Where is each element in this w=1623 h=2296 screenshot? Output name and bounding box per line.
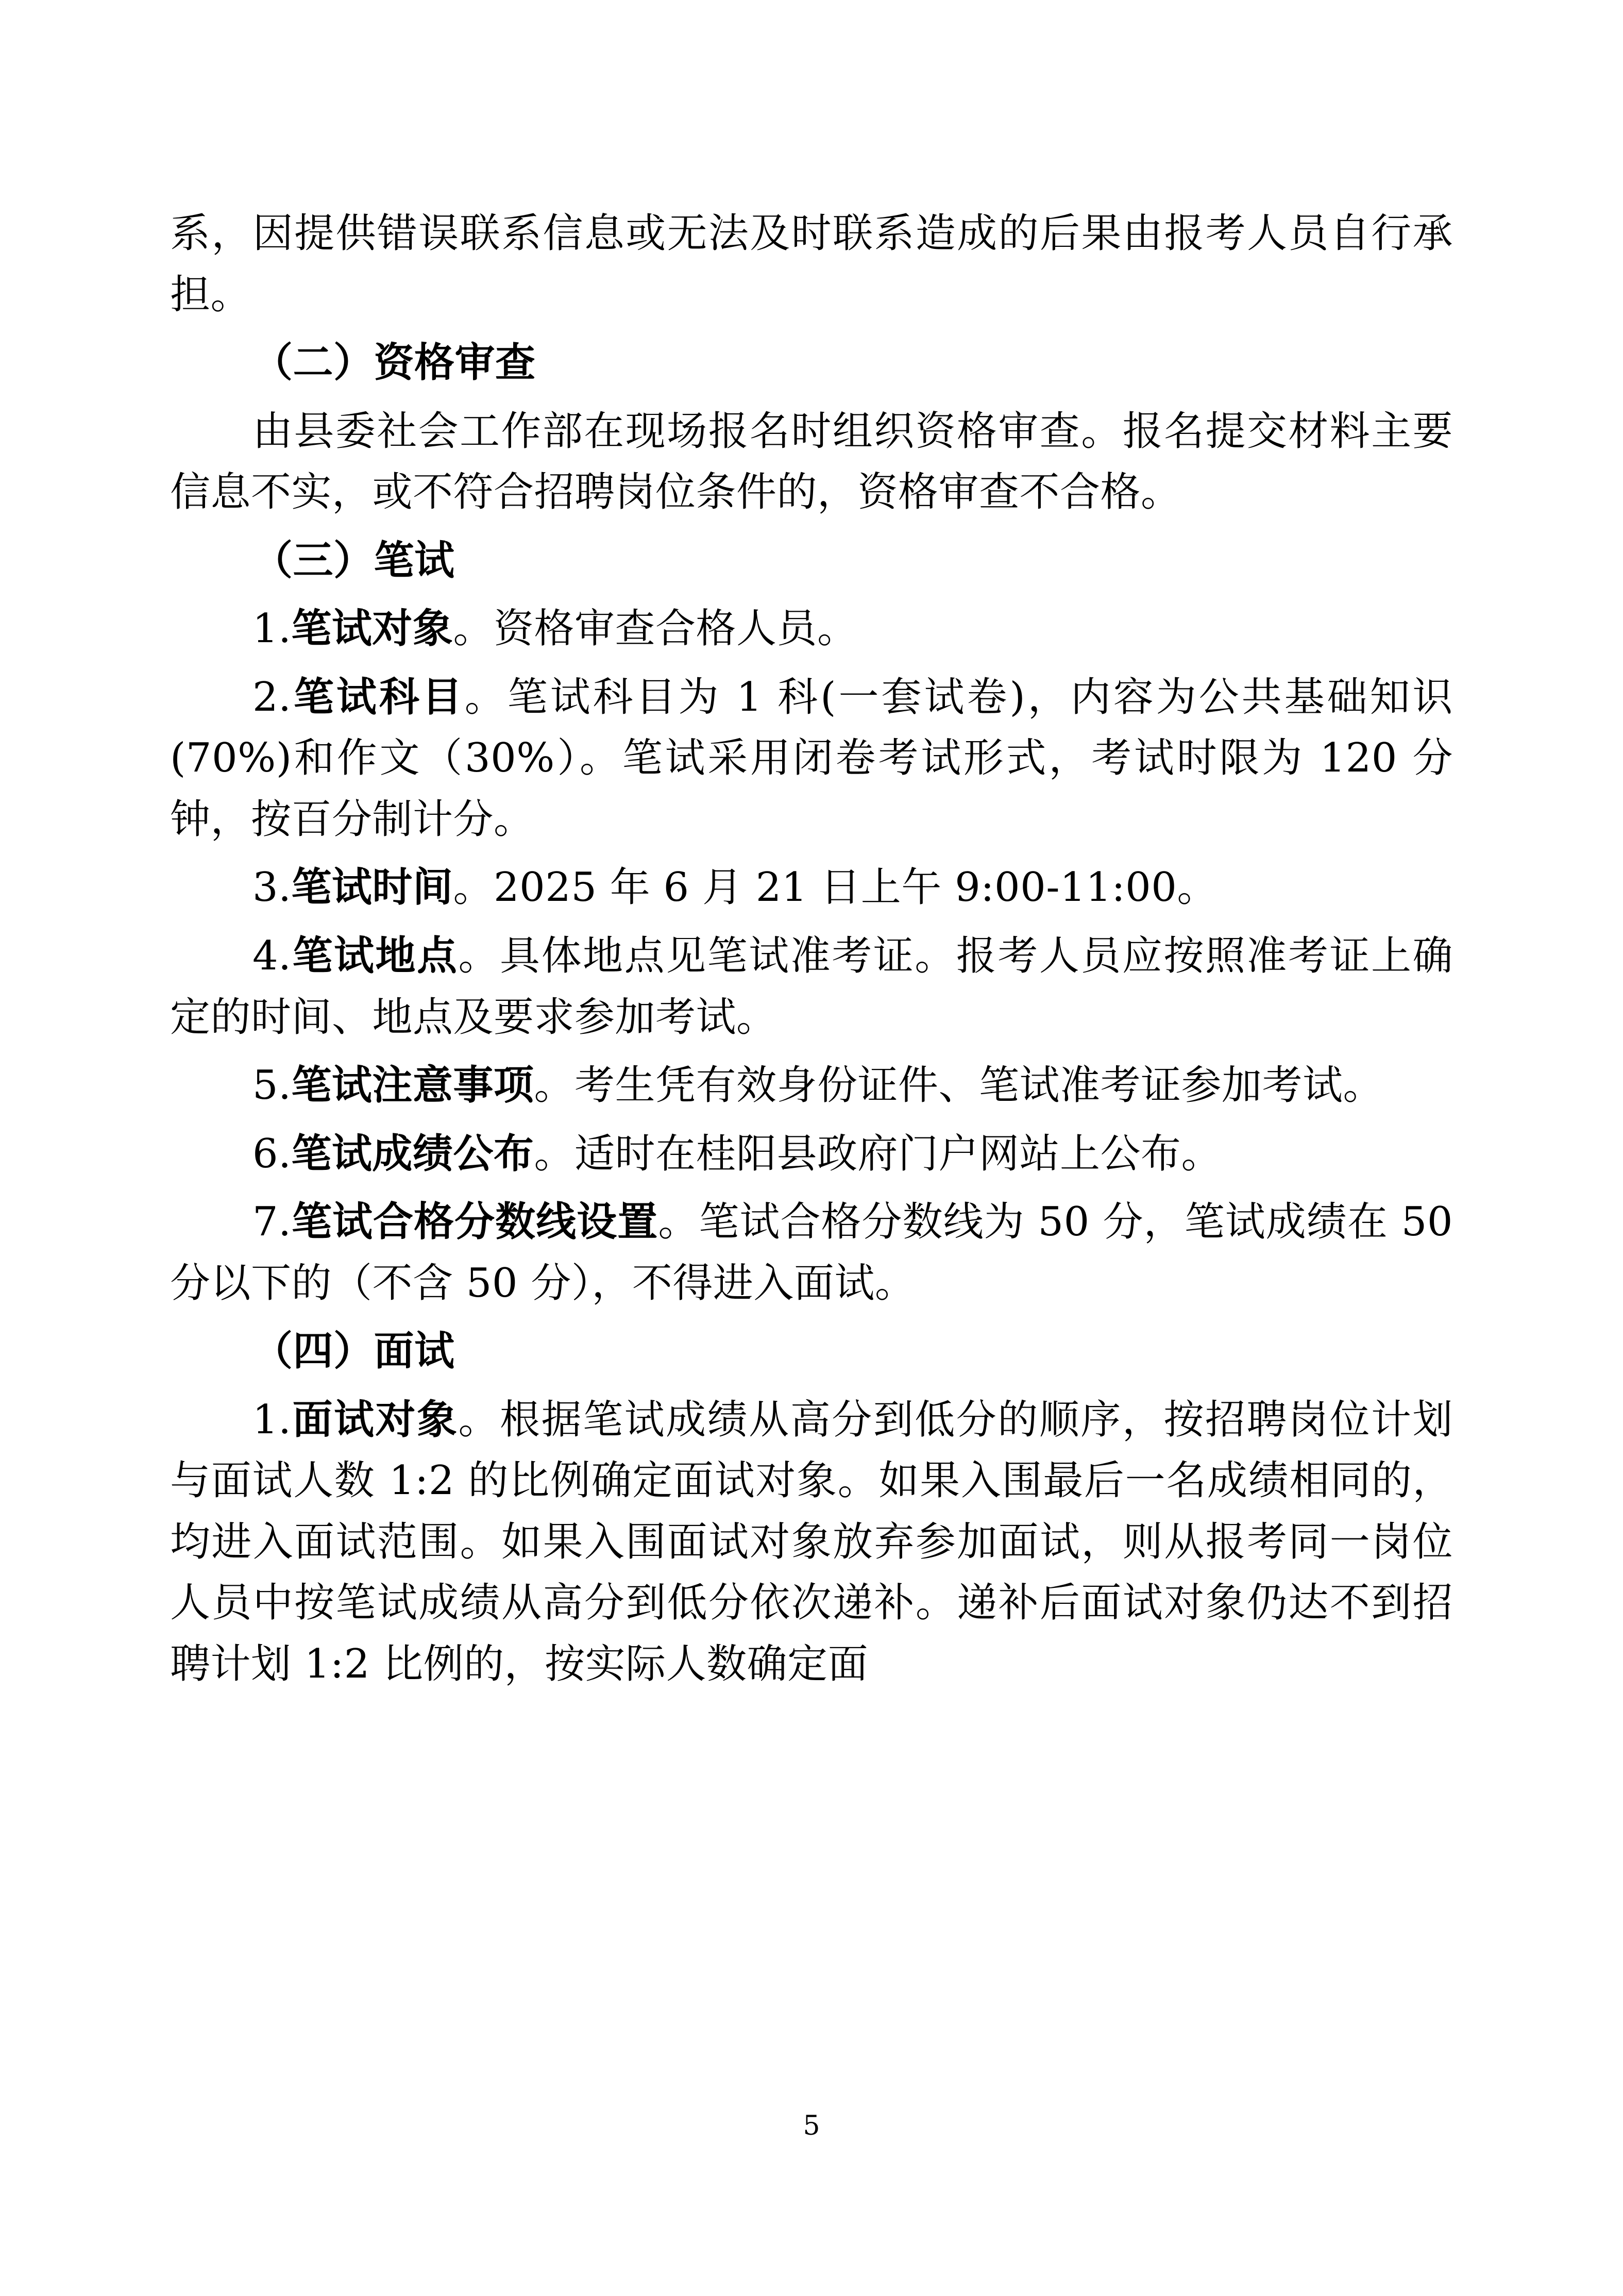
heading-section-3 xyxy=(170,530,1453,592)
text-run: （四）面试 xyxy=(252,1328,455,1375)
text-run: 3. xyxy=(252,864,292,911)
text-run: 5. xyxy=(252,1062,292,1109)
paragraph-written-exam-subjects xyxy=(170,667,1453,850)
text-run: 。笔试合格分数线为 50 分，笔试成绩在 50 分以下的（不含 50 分），不得进入面试。 xyxy=(170,1199,1453,1306)
paragraph-written-exam-time xyxy=(170,857,1453,918)
text-run: 4. xyxy=(252,933,292,980)
text-run: 1. xyxy=(252,1396,292,1443)
paragraph-continued xyxy=(170,203,1453,325)
text-run: 。2025 年 6 月 21 日上午 9:00-11:00。 xyxy=(453,864,1218,911)
text-run: 。具体地点见笔试准考证。报考人员应按照准考证上确定的时间、地点及要求参加考试。 xyxy=(170,933,1453,1041)
text-run: 笔试成绩公布 xyxy=(291,1130,534,1177)
text-run: 1. xyxy=(252,606,292,652)
paragraph-written-exam-candidates xyxy=(170,598,1453,660)
paragraph-written-exam-passing-score xyxy=(170,1192,1453,1314)
text-run: 笔试合格分数线设置 xyxy=(291,1198,658,1246)
text-run: 2. xyxy=(252,674,292,720)
paragraph-qualification-review xyxy=(170,401,1453,523)
text-run: 6. xyxy=(252,1130,292,1177)
text-run: 笔试时间 xyxy=(291,864,453,911)
text-run: （三）笔试 xyxy=(252,537,455,584)
text-run: 笔试地点 xyxy=(291,932,459,980)
paragraph-interview-candidates xyxy=(170,1389,1453,1695)
text-run: 。笔试科目为 1 科(一套试卷)，内容为公共基础知识(70%)和作文（30%）。笔试采用闭卷考试形式，考试时限为 120 分钟，按百分制计分。 xyxy=(170,674,1453,843)
text-run: 笔试注意事项 xyxy=(291,1062,534,1109)
text-run: 系，因提供错误联系信息或无法及时联系造成的后果由报考人员自行承担。 xyxy=(170,210,1453,318)
paragraph-written-exam-notes xyxy=(170,1055,1453,1116)
text-run: 。适时在桂阳县政府门户网站上公布。 xyxy=(534,1130,1222,1177)
heading-section-2 xyxy=(170,332,1453,394)
text-run: 。资格审查合格人员。 xyxy=(453,606,858,652)
page-number: 5 xyxy=(803,2110,820,2141)
page-body xyxy=(170,196,1453,1695)
heading-section-4 xyxy=(170,1321,1453,1382)
text-run: （二）资格审查 xyxy=(252,339,536,387)
text-run: 面试对象 xyxy=(291,1396,459,1443)
text-run: 。考生凭有效身份证件、笔试准考证参加考试。 xyxy=(534,1062,1383,1109)
text-run: 笔试对象 xyxy=(291,605,453,652)
text-run: 笔试科目 xyxy=(291,673,465,720)
text-run: 。根据笔试成绩从高分到低分的顺序，按招聘岗位计划与面试人数 1:2 的比例确定面试对象。如果入围最后一名成绩相同的，均进入面试范围。如果入围面试对象放弃参加面试，则从报考同一岗位人员中按笔试成绩从高分到低分依次递补。递补后面试对象仍达不到招聘计划 1:2 比例的，按实际人数确定面 xyxy=(170,1396,1453,1688)
paragraph-written-exam-results xyxy=(170,1124,1453,1185)
paragraph-written-exam-location xyxy=(170,926,1453,1048)
text-run: 7. xyxy=(252,1199,292,1246)
text-run: 由县委社会工作部在现场报名时组织资格审查。报名提交材料主要信息不实，或不符合招聘岗位条件的，资格审查不合格。 xyxy=(170,408,1453,516)
